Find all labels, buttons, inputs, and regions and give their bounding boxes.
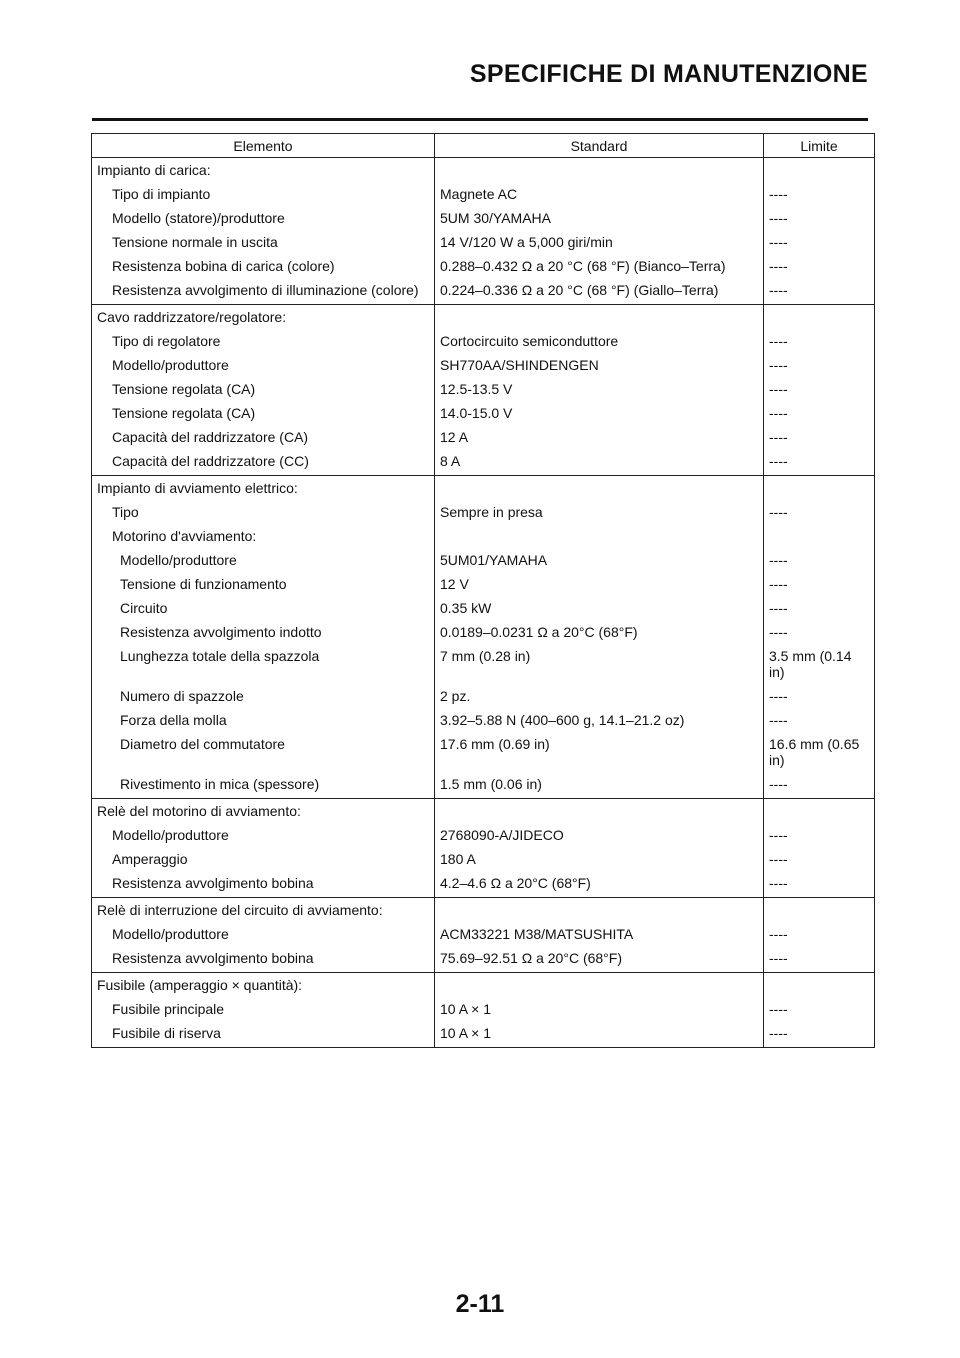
cell-standard: Cortocircuito semiconduttore xyxy=(435,329,764,353)
cell-limite: ---- xyxy=(764,278,875,305)
cell-limite: ---- xyxy=(764,997,875,1021)
cell-limite: ---- xyxy=(764,922,875,946)
cell-standard: 2768090-A/JIDECO xyxy=(435,823,764,847)
table-group-header-row xyxy=(92,799,875,824)
table-row xyxy=(92,206,875,230)
cell-elemento: Resistenza avvolgimento bobina xyxy=(92,946,435,973)
cell-limite xyxy=(764,973,875,998)
cell-limite: ---- xyxy=(764,620,875,644)
cell-elemento: Amperaggio xyxy=(92,847,435,871)
table-row xyxy=(92,871,875,898)
cell-limite: ---- xyxy=(764,230,875,254)
cell-standard: 0.224–0.336 Ω a 20 °C (68 °F) (Giallo–Terra) xyxy=(435,278,764,305)
cell-standard: SH770AA/SHINDENGEN xyxy=(435,353,764,377)
cell-limite: ---- xyxy=(764,946,875,973)
cell-elemento: Modello/produttore xyxy=(92,823,435,847)
cell-standard: 8 A xyxy=(435,449,764,476)
cell-standard: 14.0-15.0 V xyxy=(435,401,764,425)
cell-elemento: Cavo raddrizzatore/regolatore: xyxy=(92,305,435,330)
table-row xyxy=(92,401,875,425)
cell-standard: 180 A xyxy=(435,847,764,871)
cell-standard: 0.288–0.432 Ω a 20 °C (68 °F) (Bianco–Terra) xyxy=(435,254,764,278)
cell-standard: ACM33221 M38/MATSUSHITA xyxy=(435,922,764,946)
cell-limite: ---- xyxy=(764,1021,875,1048)
table-row xyxy=(92,329,875,353)
table-row xyxy=(92,732,875,772)
column-header-limite: Limite xyxy=(764,134,875,158)
header-row xyxy=(92,134,875,158)
cell-elemento: Fusibile principale xyxy=(92,997,435,1021)
cell-limite xyxy=(764,898,875,923)
cell-elemento: Modello/produttore xyxy=(92,548,435,572)
cell-standard: 0.35 kW xyxy=(435,596,764,620)
cell-elemento: Rivestimento in mica (spessore) xyxy=(92,772,435,799)
cell-elemento: Impianto di carica: xyxy=(92,158,435,183)
cell-standard: 12 A xyxy=(435,425,764,449)
cell-standard xyxy=(435,305,764,330)
table-group-header-row xyxy=(92,305,875,330)
cell-standard: 17.6 mm (0.69 in) xyxy=(435,732,764,772)
cell-limite: ---- xyxy=(764,823,875,847)
table-row xyxy=(92,230,875,254)
cell-limite: ---- xyxy=(764,353,875,377)
cell-elemento: Tensione normale in uscita xyxy=(92,230,435,254)
cell-standard: 75.69–92.51 Ω a 20°C (68°F) xyxy=(435,946,764,973)
cell-limite: ---- xyxy=(764,377,875,401)
cell-standard: Sempre in presa xyxy=(435,500,764,524)
table-row xyxy=(92,182,875,206)
table-row xyxy=(92,823,875,847)
table-row xyxy=(92,620,875,644)
cell-elemento: Modello (statore)/produttore xyxy=(92,206,435,230)
cell-elemento: Relè di interruzione del circuito di avviamento: xyxy=(92,898,435,923)
cell-standard xyxy=(435,476,764,501)
table-body xyxy=(92,158,875,1048)
cell-standard: 14 V/120 W a 5,000 giri/min xyxy=(435,230,764,254)
cell-standard: 12.5-13.5 V xyxy=(435,377,764,401)
cell-limite: ---- xyxy=(764,206,875,230)
cell-elemento: Motorino d'avviamento: xyxy=(92,524,435,548)
cell-elemento: Relè del motorino di avviamento: xyxy=(92,799,435,824)
cell-limite: 16.6 mm (0.65 in) xyxy=(764,732,875,772)
page-number: 2-11 xyxy=(455,1290,505,1318)
cell-standard: 12 V xyxy=(435,572,764,596)
cell-limite: ---- xyxy=(764,708,875,732)
cell-standard: 5UM01/YAMAHA xyxy=(435,548,764,572)
cell-limite: ---- xyxy=(764,254,875,278)
cell-elemento: Circuito xyxy=(92,596,435,620)
cell-limite: ---- xyxy=(764,572,875,596)
cell-limite: ---- xyxy=(764,425,875,449)
cell-elemento: Resistenza bobina di carica (colore) xyxy=(92,254,435,278)
cell-elemento: Tensione di funzionamento xyxy=(92,572,435,596)
table-row xyxy=(92,997,875,1021)
cell-elemento: Tensione regolata (CA) xyxy=(92,377,435,401)
table-row xyxy=(92,644,875,684)
table-row xyxy=(92,772,875,799)
cell-elemento: Numero di spazzole xyxy=(92,684,435,708)
cell-standard: 4.2–4.6 Ω a 20°C (68°F) xyxy=(435,871,764,898)
cell-elemento: Modello/produttore xyxy=(92,353,435,377)
cell-standard: 10 A × 1 xyxy=(435,997,764,1021)
cell-standard: 1.5 mm (0.06 in) xyxy=(435,772,764,799)
table-row xyxy=(92,377,875,401)
cell-limite xyxy=(764,799,875,824)
cell-limite: 3.5 mm (0.14 in) xyxy=(764,644,875,684)
cell-limite: ---- xyxy=(764,329,875,353)
table-row xyxy=(92,946,875,973)
table-group-header-row xyxy=(92,898,875,923)
cell-limite xyxy=(764,524,875,548)
cell-standard: 0.0189–0.0231 Ω a 20°C (68°F) xyxy=(435,620,764,644)
cell-limite xyxy=(764,476,875,501)
column-header-elemento: Elemento xyxy=(92,134,435,158)
cell-limite: ---- xyxy=(764,500,875,524)
table-row xyxy=(92,596,875,620)
table-row xyxy=(92,708,875,732)
table-row xyxy=(92,500,875,524)
cell-limite: ---- xyxy=(764,772,875,799)
table-row xyxy=(92,684,875,708)
table-group-header-row xyxy=(92,476,875,501)
cell-standard xyxy=(435,799,764,824)
table-group-header-row xyxy=(92,158,875,183)
cell-standard: 10 A × 1 xyxy=(435,1021,764,1048)
table-row xyxy=(92,1021,875,1048)
cell-limite xyxy=(764,158,875,183)
table-row xyxy=(92,353,875,377)
cell-elemento: Resistenza avvolgimento indotto xyxy=(92,620,435,644)
column-header-standard: Standard xyxy=(435,134,764,158)
cell-limite: ---- xyxy=(764,449,875,476)
cell-standard: 3.92–5.88 N (400–600 g, 14.1–21.2 oz) xyxy=(435,708,764,732)
page-title: SPECIFICHE DI MANUTENZIONE xyxy=(469,60,868,88)
cell-limite: ---- xyxy=(764,182,875,206)
cell-elemento: Tipo di regolatore xyxy=(92,329,435,353)
cell-elemento: Diametro del commutatore xyxy=(92,732,435,772)
table-row xyxy=(92,922,875,946)
cell-elemento: Resistenza avvolgimento bobina xyxy=(92,871,435,898)
cell-elemento: Modello/produttore xyxy=(92,922,435,946)
cell-standard xyxy=(435,158,764,183)
title-divider xyxy=(92,118,868,121)
cell-limite: ---- xyxy=(764,684,875,708)
table-row xyxy=(92,524,875,548)
spec-table xyxy=(91,133,875,1048)
cell-standard xyxy=(435,524,764,548)
cell-standard: 7 mm (0.28 in) xyxy=(435,644,764,684)
table-row xyxy=(92,254,875,278)
cell-elemento: Lunghezza totale della spazzola xyxy=(92,644,435,684)
table-row xyxy=(92,572,875,596)
cell-elemento: Fusibile (amperaggio × quantità): xyxy=(92,973,435,998)
cell-elemento: Forza della molla xyxy=(92,708,435,732)
cell-limite: ---- xyxy=(764,596,875,620)
table-row xyxy=(92,548,875,572)
cell-limite xyxy=(764,305,875,330)
cell-limite: ---- xyxy=(764,847,875,871)
table-row xyxy=(92,847,875,871)
cell-standard: Magnete AC xyxy=(435,182,764,206)
table-row xyxy=(92,425,875,449)
cell-elemento: Tipo di impianto xyxy=(92,182,435,206)
table-row xyxy=(92,449,875,476)
cell-limite: ---- xyxy=(764,871,875,898)
cell-limite: ---- xyxy=(764,401,875,425)
cell-elemento: Capacità del raddrizzatore (CA) xyxy=(92,425,435,449)
cell-elemento: Tensione regolata (CA) xyxy=(92,401,435,425)
cell-standard xyxy=(435,898,764,923)
table-row xyxy=(92,278,875,305)
cell-elemento: Impianto di avviamento elettrico: xyxy=(92,476,435,501)
table-group-header-row xyxy=(92,973,875,998)
cell-elemento: Resistenza avvolgimento di illuminazione (colore) xyxy=(92,278,435,305)
cell-standard: 2 pz. xyxy=(435,684,764,708)
cell-elemento: Tipo xyxy=(92,500,435,524)
cell-limite: ---- xyxy=(764,548,875,572)
cell-elemento: Fusibile di riserva xyxy=(92,1021,435,1048)
cell-elemento: Capacità del raddrizzatore (CC) xyxy=(92,449,435,476)
cell-standard xyxy=(435,973,764,998)
table-header xyxy=(92,134,875,158)
cell-standard: 5UM 30/YAMAHA xyxy=(435,206,764,230)
